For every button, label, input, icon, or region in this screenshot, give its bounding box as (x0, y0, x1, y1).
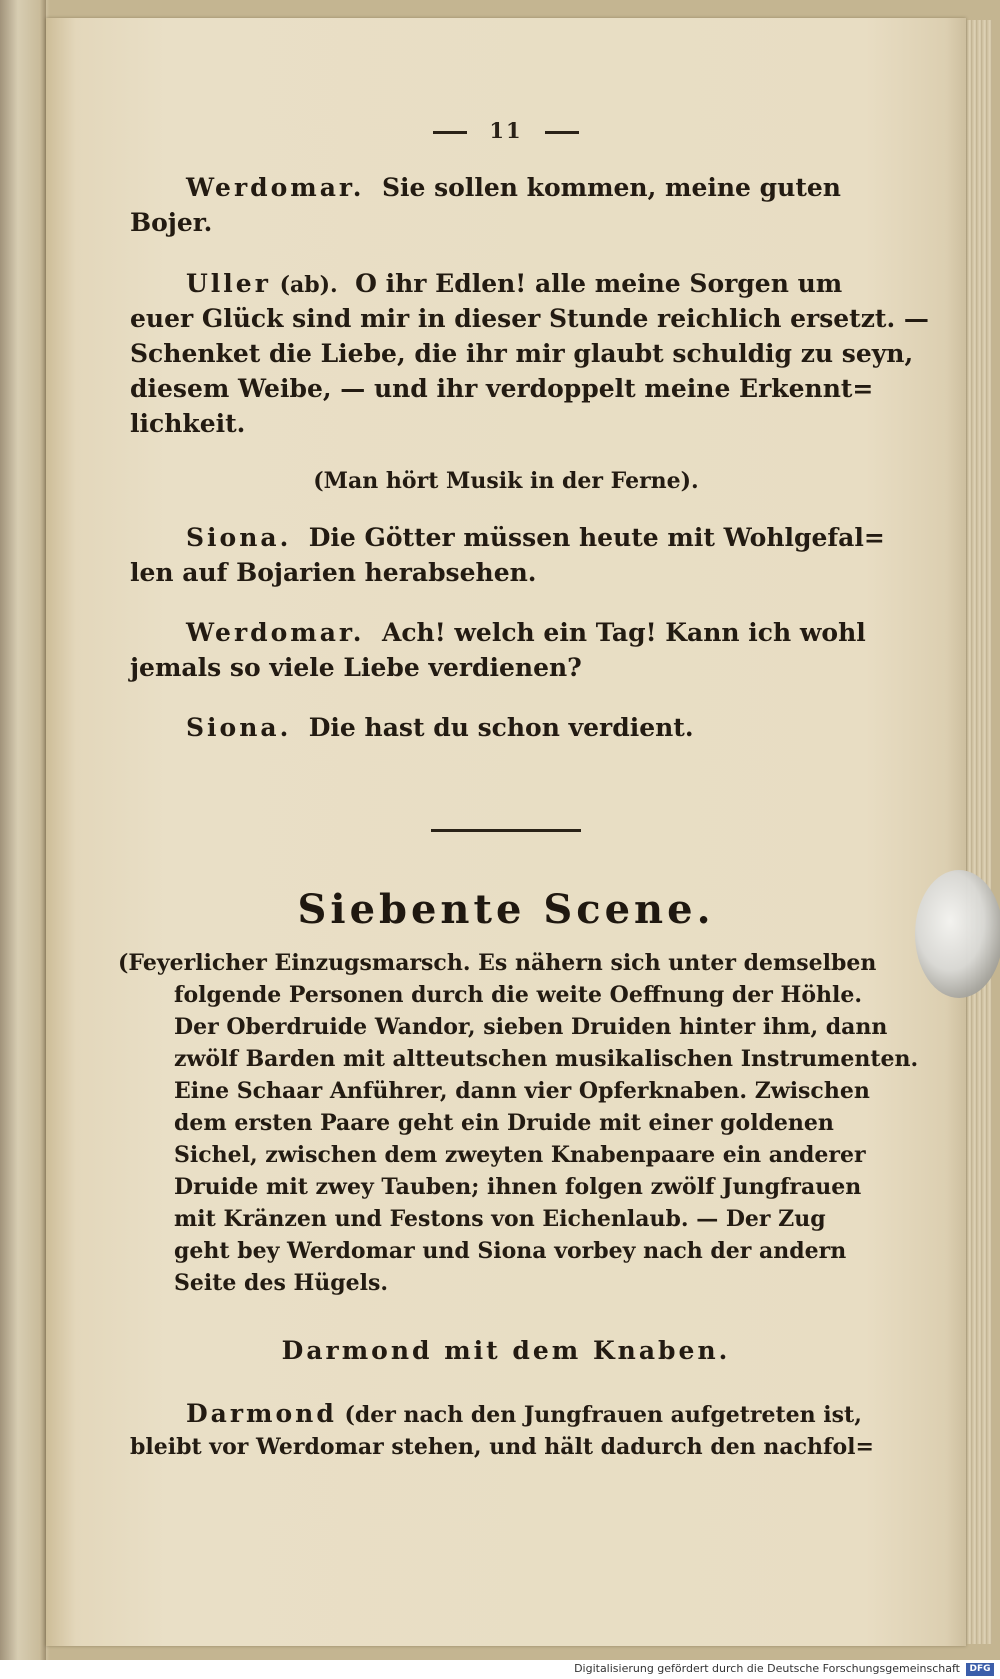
page-clip (915, 870, 1000, 998)
book-page (46, 18, 966, 1646)
dialogue-text: (der nach den Jungfrauen aufgetreten ist, (344, 1402, 862, 1428)
previous-page-edge (0, 0, 46, 1660)
dialogue-line: diesem Weibe, — und ihr verdoppelt meine Erkennt= (130, 374, 874, 403)
footer-credit: Digitalisierung gefördert durch die Deutsche Forschungsgemeinschaft (574, 1662, 960, 1675)
section-divider (431, 829, 581, 832)
dialogue-line (186, 269, 842, 300)
stage-aside: (ab). (279, 272, 338, 298)
stage-direction-line: Seite des Hügels. (174, 1270, 389, 1296)
stage-direction-line: Der Oberdruide Wandor, sieben Druiden hinter ihm, dann (174, 1014, 888, 1040)
header-dash-right (545, 131, 579, 134)
header-dash-left (433, 131, 467, 134)
page-number: 11 (489, 118, 523, 143)
dfg-logo: DFG (966, 1663, 994, 1676)
dialogue-line: bleibt vor Werdomar stehen, und hält dadurch den nachfol= (130, 1434, 874, 1460)
stage-direction-line: geht bey Werdomar und Siona vorbey nach der andern (174, 1238, 847, 1264)
scene-cast: Darmond mit dem Knaben. (281, 1336, 731, 1365)
speaker-name: Werdomar. (186, 618, 365, 647)
dialogue-line (186, 618, 866, 648)
footer-bar (0, 1660, 1000, 1679)
dialogue-text: Ach! welch ein Tag! Kann ich wohl (381, 618, 866, 647)
stage-direction-line: zwölf Barden mit altteutschen musikalischen Instrumenten. (174, 1046, 919, 1072)
speaker-name: Uller (186, 269, 271, 298)
speaker-name: Werdomar. (186, 173, 365, 202)
stage-direction-line: Sichel, zwischen dem zweyten Knabenpaare ein anderer (174, 1142, 866, 1168)
dialogue-text: O ihr Edlen! alle meine Sorgen um (355, 269, 843, 298)
stage-direction-line: dem ersten Paare geht ein Druide mit einer goldenen (174, 1110, 834, 1136)
dialogue-line (186, 173, 841, 203)
stage-direction-music: (Man hört Musik in der Ferne). (313, 468, 699, 494)
page-stack-edge (962, 20, 992, 1644)
scene-title: Siebente Scene. (297, 886, 715, 933)
stage-direction-line: Eine Schaar Anführer, dann vier Opferknaben. Zwischen (174, 1078, 870, 1104)
dialogue-text: Die hast du schon verdient. (308, 713, 694, 742)
dialogue-line: Bojer. (130, 208, 213, 237)
dialogue-line: lichkeit. (130, 409, 246, 438)
stage-direction-line: mit Kränzen und Festons von Eichenlaub. — Der Zug (174, 1206, 826, 1232)
speaker-name: Siona. (186, 523, 292, 552)
stage-direction-line: (Feyerlicher Einzugsmarsch. Es nähern sich unter demselben (118, 950, 877, 976)
speaker-name: Siona. (186, 713, 292, 742)
dialogue-line: jemals so viele Liebe verdienen? (130, 653, 582, 682)
dialogue-line: len auf Bojarien herabsehen. (130, 558, 537, 587)
speaker-name: Darmond (186, 1399, 337, 1428)
dialogue-line (186, 523, 885, 553)
dialogue-line (186, 713, 694, 743)
dialogue-line: euer Glück sind mir in dieser Stunde reichlich ersetzt. — (130, 304, 929, 333)
dialogue-line (186, 1399, 862, 1430)
page-number-header (46, 118, 966, 143)
stage-direction-line: Druide mit zwey Tauben; ihnen folgen zwölf Jungfrauen (174, 1174, 862, 1200)
dialogue-text: Die Götter müssen heute mit Wohlgefal= (308, 523, 885, 552)
dialogue-line: Schenket die Liebe, die ihr mir glaubt schuldig zu seyn, (130, 339, 914, 368)
dialogue-text: Sie sollen kommen, meine guten (381, 173, 841, 202)
stage-direction-line: folgende Personen durch die weite Oeffnung der Höhle. (174, 982, 863, 1008)
